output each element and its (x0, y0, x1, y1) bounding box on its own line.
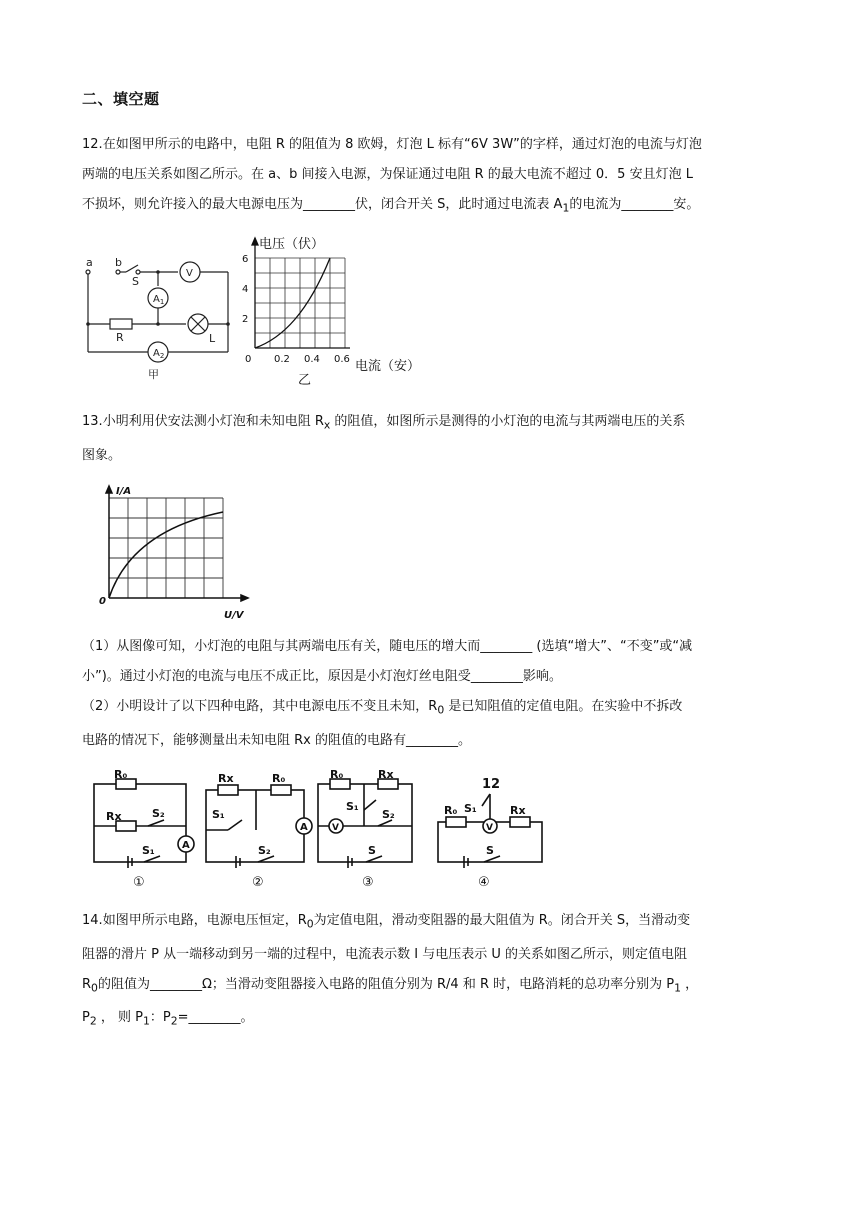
c2-ammeter-label: A (300, 822, 308, 833)
question-12-text (82, 130, 782, 224)
c3-r0-label: R₀ (330, 770, 344, 781)
q13-p1-line2: 小”)。通过小灯泡的电流与电压不成正比，原因是小灯泡灯丝电阻受________影响。 (82, 669, 562, 684)
q13-four-circuits (86, 770, 546, 896)
answer-blank[interactable]: ________ (470, 669, 523, 684)
answer-blank[interactable]: ________ (621, 197, 674, 212)
c3-rx-label: Rx (378, 770, 394, 781)
question-13-part1 (82, 632, 782, 756)
ytick-4: 4 (242, 284, 249, 295)
answer-blank[interactable]: ________ (480, 639, 533, 654)
q13-p2-line1: （2）小明设计了以下四种电路，其中电源电压不变且未知，$R_0$ 是已知阻值的定值电阻。在实验中不拆改 (82, 699, 683, 717)
c1-r0-label: R₀ (114, 770, 128, 781)
terminal-a-label: a (86, 256, 93, 269)
q13-p2-line2: 电路的情况下，能够测量出未知电阻 Rx 的阻值的电路有________。 (82, 732, 472, 748)
c1-rx-label: Rx (106, 810, 122, 823)
c2-rx-label: Rx (218, 772, 234, 785)
q13-line1: 13.小明利用伏安法测小灯泡和未知电阻 $R_x$ 的阻值，如图所示是测得的小灯泡的电流与其两端电压的关系 (82, 414, 686, 432)
xtick-0.4: 0.4 (304, 354, 320, 365)
c1-ammeter-label: A (182, 840, 190, 851)
c1-s1-label: S₁ (142, 844, 155, 857)
q12-circuit-diagram (78, 252, 238, 384)
c1-s2-label: S₂ (152, 807, 165, 820)
lamp-l-label: L (209, 332, 216, 345)
graph-xlabel: 电流（安） (355, 359, 421, 374)
answer-blank[interactable]: ________ (303, 197, 356, 212)
c4-s-label: S (486, 844, 494, 857)
q12-line1: 12.在如图甲所示的电路中，电阻 R 的阻值为 8 欧姆，灯泡 L 标有“6V 3W”的字样，通过灯泡的电流与灯泡 (82, 137, 702, 152)
xtick-0: 0 (245, 354, 252, 365)
q14-line3: $R_0$的阻值为________Ω；当滑动变阻器接入电路的阻值分别为 R/4 和 R 时，电路消耗的总功率分别为 $P_1$ ， (82, 976, 699, 995)
xtick-0.6: 0.6 (334, 354, 350, 365)
c1-number: ① (133, 875, 145, 890)
q14-line1: 14.如图甲所示电路，电源电压恒定，$R_0$为定值电阻，滑动变阻器的最大阻值为 R。闭合开关 S，当滑动变 (82, 913, 691, 931)
c4-top-label: 12 (482, 777, 501, 792)
section-title: 二、填空题 (82, 90, 160, 108)
q12-ui-graph (238, 232, 438, 388)
graph-origin: 0 (99, 596, 106, 607)
c4-r0-label: R₀ (444, 804, 458, 817)
voltmeter-label: V (186, 268, 193, 279)
q12-line2: 两端的电压关系如图乙所示。在 a、b 间接入电源，为保证通过电阻 R 的最大电流不超过 0．5 安且灯泡 L (82, 167, 693, 182)
c4-s1-label: S₁ (464, 802, 477, 815)
q14-line2: 阻器的滑片 P 从一端移动到另一端的过程中，电流表示数 I 与电压表示 U 的关系如图乙所示，则定值电阻 (82, 946, 687, 962)
switch-s-label: S (132, 275, 139, 288)
q12-line3: 不损坏，则允许接入的最大电源电压为________伏，闭合开关 S，此时通过电流表 $A_1$的电流为________安。 (82, 197, 700, 215)
c4-voltmeter-label: V (486, 823, 493, 833)
question-14-text (82, 906, 782, 1037)
terminal-b-label: b (115, 256, 122, 269)
c3-s2-label: S₂ (382, 808, 395, 821)
answer-blank[interactable]: ________ (406, 732, 458, 748)
c4-rx-label: Rx (510, 804, 526, 817)
c2-s1-label: S₁ (212, 808, 225, 821)
xtick-0.2: 0.2 (274, 354, 290, 365)
q13-p1-line1: （1）从图像可知，小灯泡的电阻与其两端电压有关，随电压的增大而________ (选填“增大”、“不变”或“减 (82, 639, 693, 654)
q13-line2: 图象。 (82, 447, 122, 463)
ammeter-a2-label: $A_2$ (153, 348, 165, 360)
c4-number: ④ (478, 875, 490, 890)
c3-s1-label: S₁ (346, 800, 359, 813)
graph-ylabel: I/A (116, 486, 132, 497)
ytick-2: 2 (242, 314, 249, 325)
q13-iu-graph (96, 482, 256, 622)
figure-yi-caption: 乙 (298, 373, 312, 388)
c3-number: ③ (362, 875, 374, 890)
question-13-text (82, 407, 782, 471)
answer-blank[interactable]: ________ (188, 1010, 241, 1026)
graph-xlabel: U/V (224, 610, 244, 621)
graph-ylabel: 电压（伏） (259, 237, 325, 252)
ytick-6: 6 (242, 254, 249, 265)
c2-number: ② (252, 875, 264, 890)
c2-r0-label: R₀ (272, 772, 286, 785)
c2-s2-label: S₂ (258, 844, 271, 857)
answer-blank[interactable]: ________ (149, 976, 202, 992)
q14-line4: $P_2$ ， 则 $P_1$：$P_2=\_\_\_\_\_\_\_\_$。 (82, 1010, 254, 1028)
figure-jia-caption: 甲 (148, 368, 159, 381)
c3-voltmeter-label: V (332, 823, 339, 833)
ammeter-a1-label: $A_1$ (153, 294, 165, 306)
resistor-r-label: R (116, 331, 124, 344)
c3-s-label: S (368, 844, 376, 857)
